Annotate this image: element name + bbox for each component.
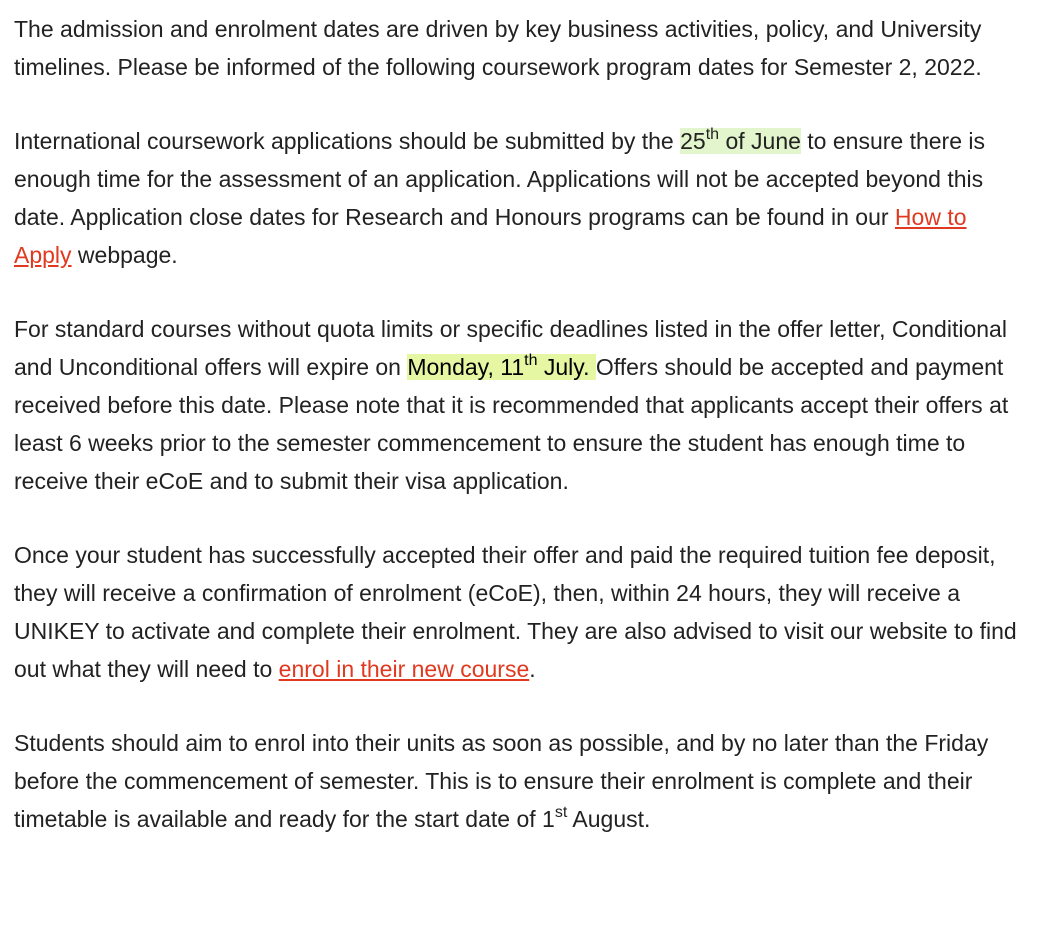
unit-enrolment-text: Students should aim to enrol into their units as soon as possible, and by no later than the Friday before the commencement of semester. This is to ensure their enrolment is complete and their timetable is available and ready for the start date of 1 [14,730,989,832]
offer-expiry-date-highlight [407,354,596,380]
enrol-in-new-course-link[interactable]: enrol in their new course [278,656,530,682]
start-date-month: August. [567,806,651,832]
offer-expiry-day: Monday, 11 [407,354,525,380]
offer-expiry-paragraph [14,310,1028,500]
offer-expiry-text-start: For standard courses without quota limits or specific deadlines listed in the offer letter, Conditional and Unconditional offers will expire on [14,316,1007,380]
application-deadline-paragraph [14,122,1028,274]
how-to-apply-link[interactable]: How to Apply [14,204,967,268]
application-deadline-day: 25 [680,128,706,154]
ecoe-text-end: . [529,656,536,682]
start-date-day-suffix: st [554,804,568,821]
ecoe-paragraph [14,536,1028,688]
ecoe-text: Once your student has successfully accepted their offer and paid the required tuition fee deposit, they will receive a confirmation of enrolment (eCoE), then, within 24 hours, they will receive a UNIKEY to activate and complete their enrolment. They are also advised to visit our website to find out what they will need to [14,542,1017,682]
application-deadline-text-end: webpage. [71,242,178,268]
application-deadline-date-highlight [680,128,801,154]
intro-text: The admission and enrolment dates are driven by key business activities, policy, and University timelines. Please be informed of the following coursework program dates for Semester 2, 2022. [14,16,982,80]
unit-enrolment-paragraph [14,724,1028,838]
application-deadline-day-suffix: th [705,126,720,143]
application-deadline-text-start: International coursework applications should be submitted by the [14,128,681,154]
offer-expiry-text-end: Offers should be accepted and payment received before this date. Please note that it is recommended that applicants accept their offers at least 6 weeks prior to the semester commencement to ensure the student has enough time to receive their eCoE and to submit their visa application. [14,354,1009,494]
intro-paragraph [14,10,1028,86]
application-deadline-month: of June [719,128,801,154]
application-deadline-text-middle: to ensure there is enough time for the assessment of an application. Applications will not be accepted beyond this date. Application close dates for Research and Honours programs can be found in our [14,128,986,230]
offer-expiry-month: July. [537,354,596,380]
offer-expiry-day-suffix: th [524,352,538,369]
